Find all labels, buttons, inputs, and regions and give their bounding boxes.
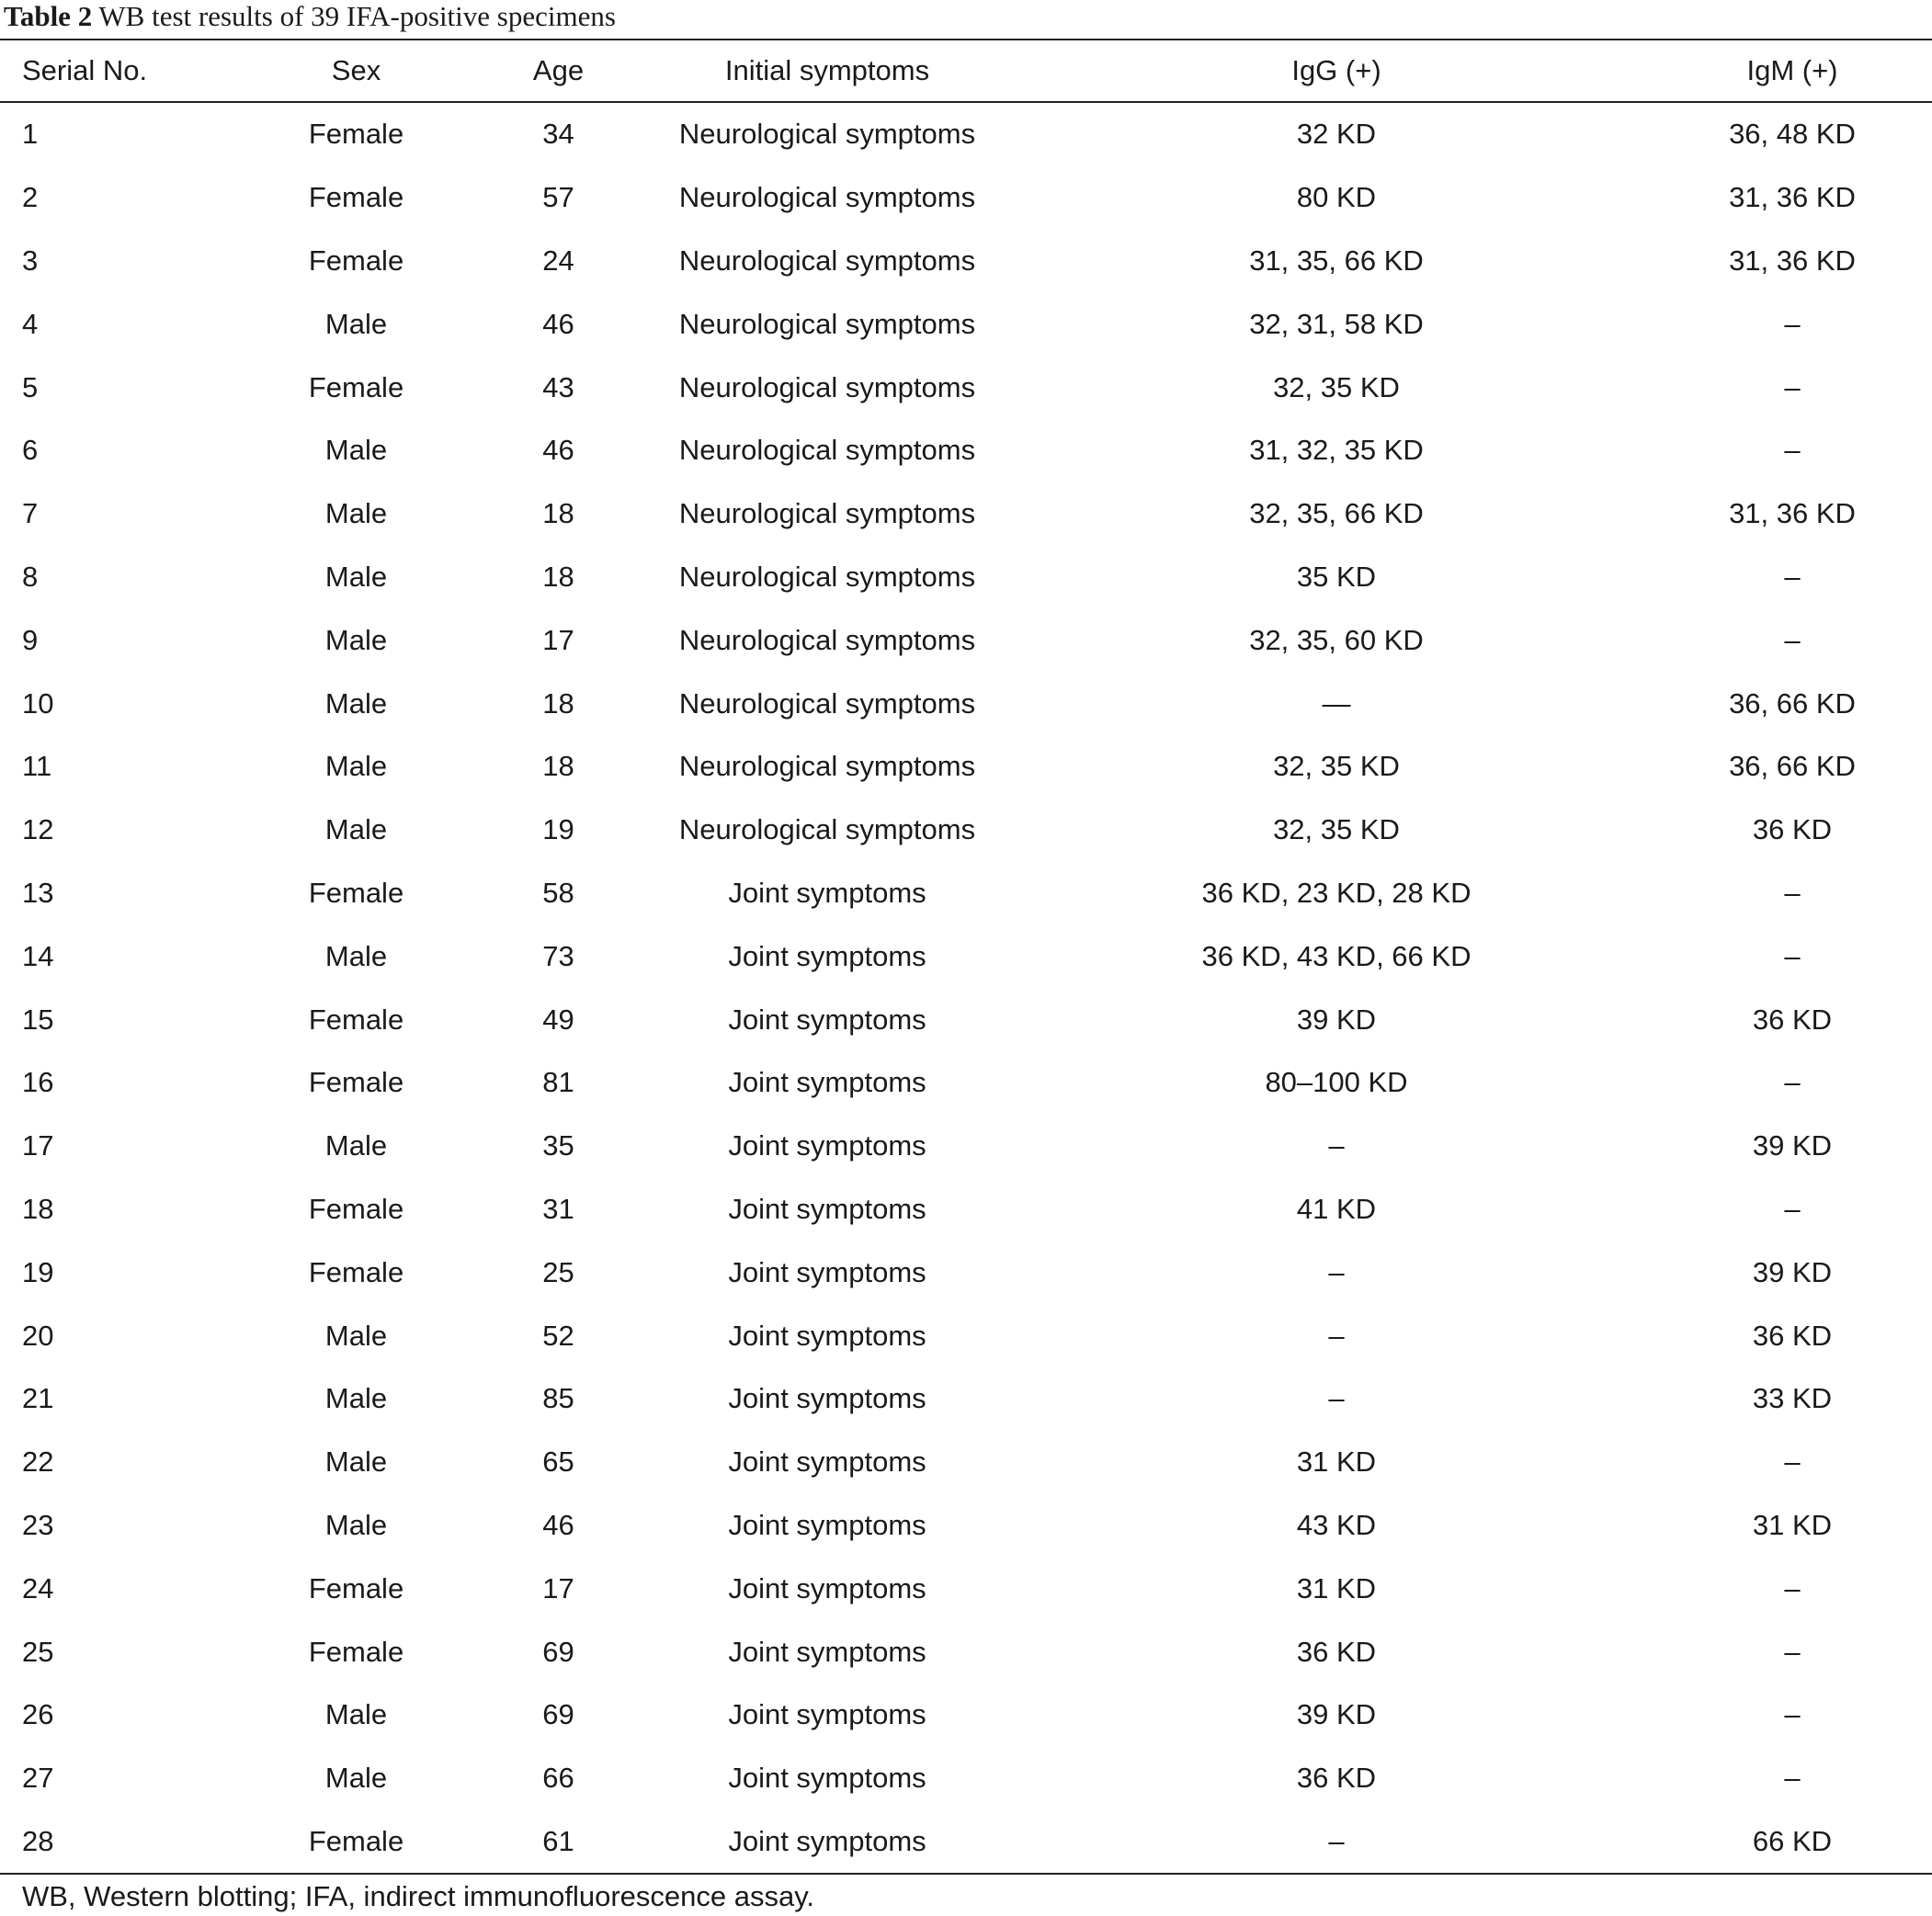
igg-cell: 31 KD xyxy=(1296,1446,1377,1479)
igg-cell: 32, 35, 60 KD xyxy=(1249,623,1424,656)
initial-symptoms-cell: Joint symptoms xyxy=(728,1571,926,1604)
serial-no-cell: 27 xyxy=(22,1762,54,1795)
sex-cell: Female xyxy=(308,370,404,403)
sex-cell: Male xyxy=(324,1508,388,1541)
serial-no-cell: 20 xyxy=(22,1319,54,1352)
serial-no-cell: 10 xyxy=(22,686,54,720)
igg-cell: – xyxy=(1328,1319,1345,1352)
serial-no-cell: 16 xyxy=(22,1066,54,1099)
column-header-sex: Sex xyxy=(331,54,381,86)
serial-no-cell: 12 xyxy=(22,813,54,846)
igg-cell: 32, 35, 66 KD xyxy=(1249,497,1424,530)
igg-cell: 31, 35, 66 KD xyxy=(1249,244,1424,277)
igm-cell: – xyxy=(1784,876,1801,909)
igg-cell: 32, 35 KD xyxy=(1273,813,1400,846)
table-row xyxy=(0,735,1932,799)
age-cell: 46 xyxy=(542,1508,574,1541)
sex-cell: Male xyxy=(324,1382,388,1415)
serial-no-cell: 23 xyxy=(22,1508,54,1541)
igg-cell: — xyxy=(1322,686,1351,720)
igg-cell: 31 KD xyxy=(1296,1571,1377,1604)
table-row xyxy=(0,672,1932,735)
igg-cell: 39 KD xyxy=(1296,1698,1377,1731)
table-caption-text: WB test results of 39 IFA-positive specimens xyxy=(98,0,616,32)
table-row xyxy=(0,1557,1932,1620)
age-cell: 35 xyxy=(542,1129,574,1162)
table-row xyxy=(0,1684,1932,1747)
sex-cell: Female xyxy=(308,1003,404,1036)
serial-no-cell: 26 xyxy=(22,1698,54,1731)
initial-symptoms-cell: Joint symptoms xyxy=(728,939,926,972)
sex-cell: Male xyxy=(324,623,388,656)
serial-no-cell: 28 xyxy=(22,1824,54,1857)
igm-cell: 66 KD xyxy=(1752,1824,1833,1857)
initial-symptoms-cell: Neurological symptoms xyxy=(678,244,976,277)
initial-symptoms-cell: Joint symptoms xyxy=(728,1635,926,1668)
initial-symptoms-cell: Joint symptoms xyxy=(728,1446,926,1479)
initial-symptoms-cell: Neurological symptoms xyxy=(678,497,976,530)
results-table-container xyxy=(0,39,1932,1875)
sex-cell: Male xyxy=(324,560,388,593)
results-table xyxy=(0,39,1932,1875)
age-cell: 19 xyxy=(542,813,574,846)
age-cell: 46 xyxy=(542,434,574,467)
age-cell: 57 xyxy=(542,181,574,214)
table-header xyxy=(0,40,1932,102)
table-footnote: WB, Western blotting; IFA, indirect immunofluorescence assay. xyxy=(22,1880,815,1912)
serial-no-cell: 14 xyxy=(22,939,54,972)
igm-cell: 36 KD xyxy=(1752,1319,1833,1352)
sex-cell: Male xyxy=(324,750,388,783)
igg-cell: 31, 32, 35 KD xyxy=(1249,434,1424,467)
serial-no-cell: 2 xyxy=(22,181,39,214)
sex-cell: Male xyxy=(324,939,388,972)
serial-no-cell: 13 xyxy=(22,876,54,909)
table-row xyxy=(0,862,1932,925)
igg-cell: 36 KD, 43 KD, 66 KD xyxy=(1201,939,1472,972)
column-header-age: Age xyxy=(532,54,585,86)
table-row xyxy=(0,1241,1932,1304)
table-row xyxy=(0,1304,1932,1367)
igm-cell: – xyxy=(1784,1762,1801,1795)
table-row xyxy=(0,546,1932,609)
initial-symptoms-cell: Neurological symptoms xyxy=(678,560,976,593)
age-cell: 46 xyxy=(542,307,574,340)
igg-cell: 36 KD xyxy=(1296,1762,1377,1795)
initial-symptoms-cell: Neurological symptoms xyxy=(678,434,976,467)
serial-no-cell: 6 xyxy=(22,434,39,467)
igm-cell: – xyxy=(1784,1698,1801,1731)
age-cell: 18 xyxy=(542,686,574,720)
age-cell: 24 xyxy=(542,244,574,277)
sex-cell: Female xyxy=(308,1066,404,1099)
table-row xyxy=(0,419,1932,482)
age-cell: 49 xyxy=(542,1003,574,1036)
age-cell: 69 xyxy=(542,1635,574,1668)
serial-no-cell: 1 xyxy=(22,118,39,151)
initial-symptoms-cell: Joint symptoms xyxy=(728,1192,926,1225)
table-row xyxy=(0,608,1932,672)
column-header-serial-no: Serial No. xyxy=(22,54,148,86)
sex-cell: Male xyxy=(324,434,388,467)
table-body xyxy=(0,102,1932,1874)
initial-symptoms-cell: Joint symptoms xyxy=(728,1319,926,1352)
igm-cell: 36, 66 KD xyxy=(1729,686,1856,720)
serial-no-cell: 4 xyxy=(22,307,39,340)
table-row xyxy=(0,1810,1932,1875)
table-row xyxy=(0,1367,1932,1431)
sex-cell: Male xyxy=(324,1319,388,1352)
serial-no-cell: 24 xyxy=(22,1571,54,1604)
initial-symptoms-cell: Neurological symptoms xyxy=(678,750,976,783)
igm-cell: 31 KD xyxy=(1752,1508,1833,1541)
igg-cell: 36 KD, 23 KD, 28 KD xyxy=(1201,876,1472,909)
sex-cell: Female xyxy=(308,181,404,214)
age-cell: 18 xyxy=(542,560,574,593)
table-row xyxy=(0,292,1932,356)
initial-symptoms-cell: Neurological symptoms xyxy=(678,118,976,151)
table-row xyxy=(0,799,1932,862)
age-cell: 81 xyxy=(542,1066,574,1099)
sex-cell: Female xyxy=(308,1192,404,1225)
igg-cell: 41 KD xyxy=(1296,1192,1377,1225)
igm-cell: 33 KD xyxy=(1752,1382,1833,1415)
table-row xyxy=(0,1494,1932,1558)
sex-cell: Male xyxy=(324,307,388,340)
igm-cell: – xyxy=(1784,1066,1801,1099)
initial-symptoms-cell: Neurological symptoms xyxy=(678,307,976,340)
initial-symptoms-cell: Neurological symptoms xyxy=(678,623,976,656)
table-row xyxy=(0,102,1932,166)
age-cell: 34 xyxy=(542,118,574,151)
initial-symptoms-cell: Joint symptoms xyxy=(728,1698,926,1731)
age-cell: 25 xyxy=(542,1255,574,1288)
igm-cell: 36 KD xyxy=(1752,1003,1833,1036)
igm-cell: – xyxy=(1784,939,1801,972)
serial-no-cell: 11 xyxy=(22,750,52,783)
igg-cell: 39 KD xyxy=(1296,1003,1377,1036)
serial-no-cell: 25 xyxy=(22,1635,54,1668)
initial-symptoms-cell: Neurological symptoms xyxy=(678,686,976,720)
sex-cell: Female xyxy=(308,118,404,151)
initial-symptoms-cell: Neurological symptoms xyxy=(678,181,976,214)
age-cell: 17 xyxy=(542,1571,574,1604)
table-row xyxy=(0,1620,1932,1684)
igg-cell: – xyxy=(1328,1255,1345,1288)
sex-cell: Male xyxy=(324,1129,388,1162)
age-cell: 66 xyxy=(542,1762,574,1795)
igm-cell: 39 KD xyxy=(1752,1255,1833,1288)
igg-cell: 32, 35 KD xyxy=(1273,750,1400,783)
table-row xyxy=(0,988,1932,1051)
serial-no-cell: 9 xyxy=(22,623,39,656)
serial-no-cell: 18 xyxy=(22,1192,54,1225)
initial-symptoms-cell: Joint symptoms xyxy=(728,1003,926,1036)
igg-cell: 80 KD xyxy=(1296,181,1377,214)
igm-cell: 36, 66 KD xyxy=(1729,750,1856,783)
sex-cell: Female xyxy=(308,1635,404,1668)
serial-no-cell: 5 xyxy=(22,370,39,403)
sex-cell: Male xyxy=(324,497,388,530)
igm-cell: – xyxy=(1784,1446,1801,1479)
header-row xyxy=(0,40,1932,102)
age-cell: 52 xyxy=(542,1319,574,1352)
sex-cell: Male xyxy=(324,813,388,846)
initial-symptoms-cell: Joint symptoms xyxy=(728,876,926,909)
igm-cell: 36 KD xyxy=(1752,813,1833,846)
initial-symptoms-cell: Joint symptoms xyxy=(728,1066,926,1099)
igm-cell: 31, 36 KD xyxy=(1729,497,1856,530)
serial-no-cell: 21 xyxy=(22,1382,54,1415)
table-row xyxy=(0,166,1932,230)
igg-cell: 35 KD xyxy=(1296,560,1377,593)
igm-cell: – xyxy=(1784,623,1801,656)
igm-cell: – xyxy=(1784,1192,1801,1225)
sex-cell: Male xyxy=(324,1446,388,1479)
igg-cell: – xyxy=(1328,1129,1345,1162)
serial-no-cell: 22 xyxy=(22,1446,54,1479)
age-cell: 31 xyxy=(542,1192,574,1225)
column-header-igg: IgG (+) xyxy=(1291,54,1381,86)
sex-cell: Female xyxy=(308,244,404,277)
igm-cell: 39 KD xyxy=(1752,1129,1833,1162)
table-row xyxy=(0,1051,1932,1115)
table-row xyxy=(0,1431,1932,1494)
sex-cell: Male xyxy=(324,1698,388,1731)
table-row xyxy=(0,1178,1932,1241)
igm-cell: – xyxy=(1784,560,1801,593)
table-row xyxy=(0,230,1932,293)
table-row xyxy=(0,356,1932,419)
igm-cell: – xyxy=(1784,1571,1801,1604)
serial-no-cell: 19 xyxy=(22,1255,54,1288)
initial-symptoms-cell: Neurological symptoms xyxy=(678,813,976,846)
initial-symptoms-cell: Joint symptoms xyxy=(728,1129,926,1162)
age-cell: 43 xyxy=(542,370,574,403)
age-cell: 69 xyxy=(542,1698,574,1731)
initial-symptoms-cell: Joint symptoms xyxy=(728,1382,926,1415)
serial-no-cell: 15 xyxy=(22,1003,54,1036)
igm-cell: – xyxy=(1784,370,1801,403)
table-row xyxy=(0,1115,1932,1178)
serial-no-cell: 8 xyxy=(22,560,39,593)
serial-no-cell: 7 xyxy=(22,497,39,530)
sex-cell: Male xyxy=(324,1762,388,1795)
age-cell: 18 xyxy=(542,497,574,530)
serial-no-cell: 3 xyxy=(22,244,39,277)
sex-cell: Female xyxy=(308,1255,404,1288)
table-row xyxy=(0,1747,1932,1810)
igg-cell: 32 KD xyxy=(1296,118,1377,151)
initial-symptoms-cell: Joint symptoms xyxy=(728,1255,926,1288)
igm-cell: – xyxy=(1784,1635,1801,1668)
table-caption-label: Table 2 xyxy=(4,0,93,32)
initial-symptoms-cell: Neurological symptoms xyxy=(678,370,976,403)
age-cell: 65 xyxy=(542,1446,574,1479)
igg-cell: 32, 31, 58 KD xyxy=(1249,307,1424,340)
sex-cell: Male xyxy=(324,686,388,720)
serial-no-cell: 17 xyxy=(22,1129,54,1162)
igg-cell: – xyxy=(1328,1382,1345,1415)
initial-symptoms-cell: Joint symptoms xyxy=(728,1508,926,1541)
igg-cell: 43 KD xyxy=(1296,1508,1377,1541)
table-row xyxy=(0,924,1932,988)
initial-symptoms-cell: Joint symptoms xyxy=(728,1762,926,1795)
age-cell: 85 xyxy=(542,1382,574,1415)
igm-cell: – xyxy=(1784,307,1801,340)
sex-cell: Female xyxy=(308,876,404,909)
age-cell: 58 xyxy=(542,876,574,909)
igm-cell: 31, 36 KD xyxy=(1729,244,1856,277)
column-header-initial-symptoms: Initial symptoms xyxy=(724,54,930,86)
age-cell: 73 xyxy=(542,939,574,972)
igg-cell: 32, 35 KD xyxy=(1273,370,1400,403)
age-cell: 17 xyxy=(542,623,574,656)
age-cell: 18 xyxy=(542,750,574,783)
table-caption xyxy=(4,0,616,33)
column-header-igm: IgM (+) xyxy=(1746,54,1838,86)
igm-cell: 36, 48 KD xyxy=(1729,118,1856,151)
igg-cell: 36 KD xyxy=(1296,1635,1377,1668)
igg-cell: – xyxy=(1328,1824,1345,1857)
sex-cell: Female xyxy=(308,1824,404,1857)
igm-cell: – xyxy=(1784,434,1801,467)
igg-cell: 80–100 KD xyxy=(1265,1066,1408,1099)
age-cell: 61 xyxy=(542,1824,574,1857)
sex-cell: Female xyxy=(308,1571,404,1604)
igm-cell: 31, 36 KD xyxy=(1729,181,1856,214)
table-row xyxy=(0,482,1932,546)
initial-symptoms-cell: Joint symptoms xyxy=(728,1824,926,1857)
